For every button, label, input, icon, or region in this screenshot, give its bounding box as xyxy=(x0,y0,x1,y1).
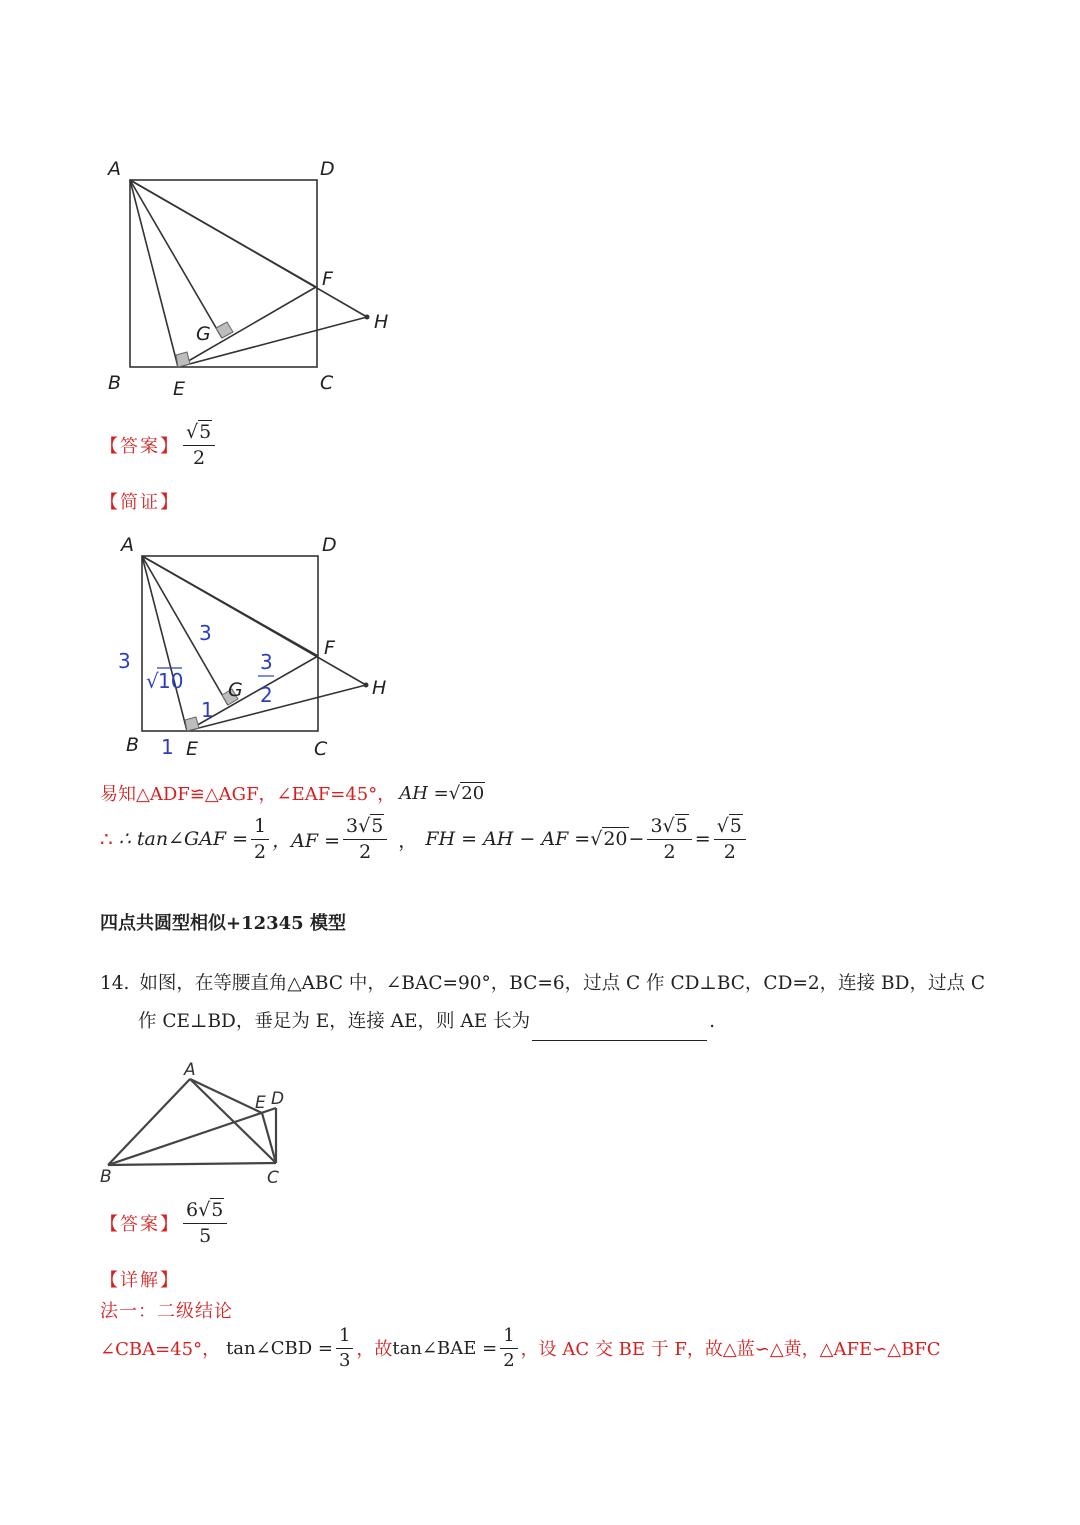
answer-2 xyxy=(100,1200,230,1247)
answer-blank[interactable] xyxy=(532,1022,707,1041)
figure1-label: D xyxy=(320,158,335,180)
measure-gf-den: 2 xyxy=(260,683,273,707)
figure2-label: H xyxy=(372,677,387,699)
measure-gf-num: 3 xyxy=(260,650,273,674)
figure1-label: E xyxy=(173,378,186,400)
figure3-label: C xyxy=(267,1168,279,1188)
figure2-label: G xyxy=(228,679,243,701)
answer-label: 【答案】 xyxy=(100,436,180,458)
question-line-2: 作 CE⊥BD，垂足为 E，连接 AE，则 AE 长为 xyxy=(138,1011,531,1032)
section-title: 四点共圆型相似+12345 模型 xyxy=(100,913,346,934)
figure1-label: A xyxy=(108,158,121,180)
fraction-af: $\frac{3√5}{2}$ xyxy=(343,816,387,863)
figure3-label: A xyxy=(184,1060,196,1080)
measure-ae: 10 xyxy=(158,669,184,693)
measure-be: 1 xyxy=(161,735,174,759)
answer-label: 【答案】 xyxy=(100,1214,180,1236)
method-title: 法一：二级结论 xyxy=(100,1301,233,1322)
answer-1 xyxy=(100,422,218,469)
figure2-label: F xyxy=(324,637,335,659)
answer-1-fraction: $\frac{√5}{2}$ xyxy=(183,422,215,469)
figure2-label: A xyxy=(121,534,134,556)
figure3-label: E xyxy=(255,1093,266,1113)
figure3-label: B xyxy=(100,1167,112,1187)
fraction-half: $\frac{1}{2}$ xyxy=(251,816,269,863)
detail-label: 【详解】 xyxy=(100,1270,180,1291)
proof-label: 【简证】 xyxy=(100,492,180,513)
figure2-label: C xyxy=(314,738,328,760)
proof-line-2: ∴ ∴ tan∠GAF = $\frac{1}{2}$ ，AF = $\frac{3√5}{2}$ ， FH = AH − AF = √20 − $\frac{3√5}{2}$ = $\frac{√5}{2}$ xyxy=(100,816,749,863)
figure1-label: G xyxy=(196,323,211,345)
question-line-1: 如图，在等腰直角△ABC 中，∠BAC=90°，BC=6，过点 C 作 CD⊥BC，CD=2，连接 BD，过点 C xyxy=(139,973,986,994)
figure1-label: B xyxy=(108,372,122,394)
figure2-label: E xyxy=(186,738,199,760)
measure-ag: 3 xyxy=(199,621,212,645)
measure-ae-sqrt: √ xyxy=(146,669,159,693)
figure-square-2 xyxy=(110,528,410,763)
measure-ab: 3 xyxy=(118,649,131,673)
proof-line-1: 易知△ADF≌△AGF，∠EAF=45°， AH = √20 xyxy=(100,782,485,805)
figure-square-1 xyxy=(100,150,420,410)
figure-triangle xyxy=(95,1055,295,1190)
figure2-label: D xyxy=(322,534,337,556)
measure-eg: 1 xyxy=(201,698,214,722)
answer-2-fraction: $\frac{6√5}{5}$ xyxy=(183,1200,227,1247)
figure1-label: F xyxy=(322,268,333,290)
figure2-label: B xyxy=(126,734,140,756)
solution-line: ∠CBA=45°， tan∠CBD = $\frac{1}{3}$ ，故 tan∠BAE = $\frac{1}{2}$ ，设 AC 交 BE 于 F，故△蓝∽△黄，△AFE∽△BFC xyxy=(100,1325,941,1371)
fraction-third: $\frac{1}{3}$ xyxy=(336,1326,353,1371)
fraction-af-2: $\frac{3√5}{2}$ xyxy=(647,816,691,863)
figure1-label: C xyxy=(320,372,334,394)
fraction-fh: $\frac{√5}{2}$ xyxy=(714,816,746,863)
question-number: 14. xyxy=(100,973,130,994)
question-14: 14. 如图，在等腰直角△ABC 中，∠BAC=90°，BC=6，过点 C 作 CD⊥BC，CD=2，连接 BD，过点 C 作 CE⊥BD，垂足为 E，连接 AE，则 AE 长为 . xyxy=(100,965,985,1041)
figure3-label: D xyxy=(271,1089,285,1109)
figure1-label: H xyxy=(374,311,389,333)
fraction-half-2: $\frac{1}{2}$ xyxy=(500,1326,517,1371)
